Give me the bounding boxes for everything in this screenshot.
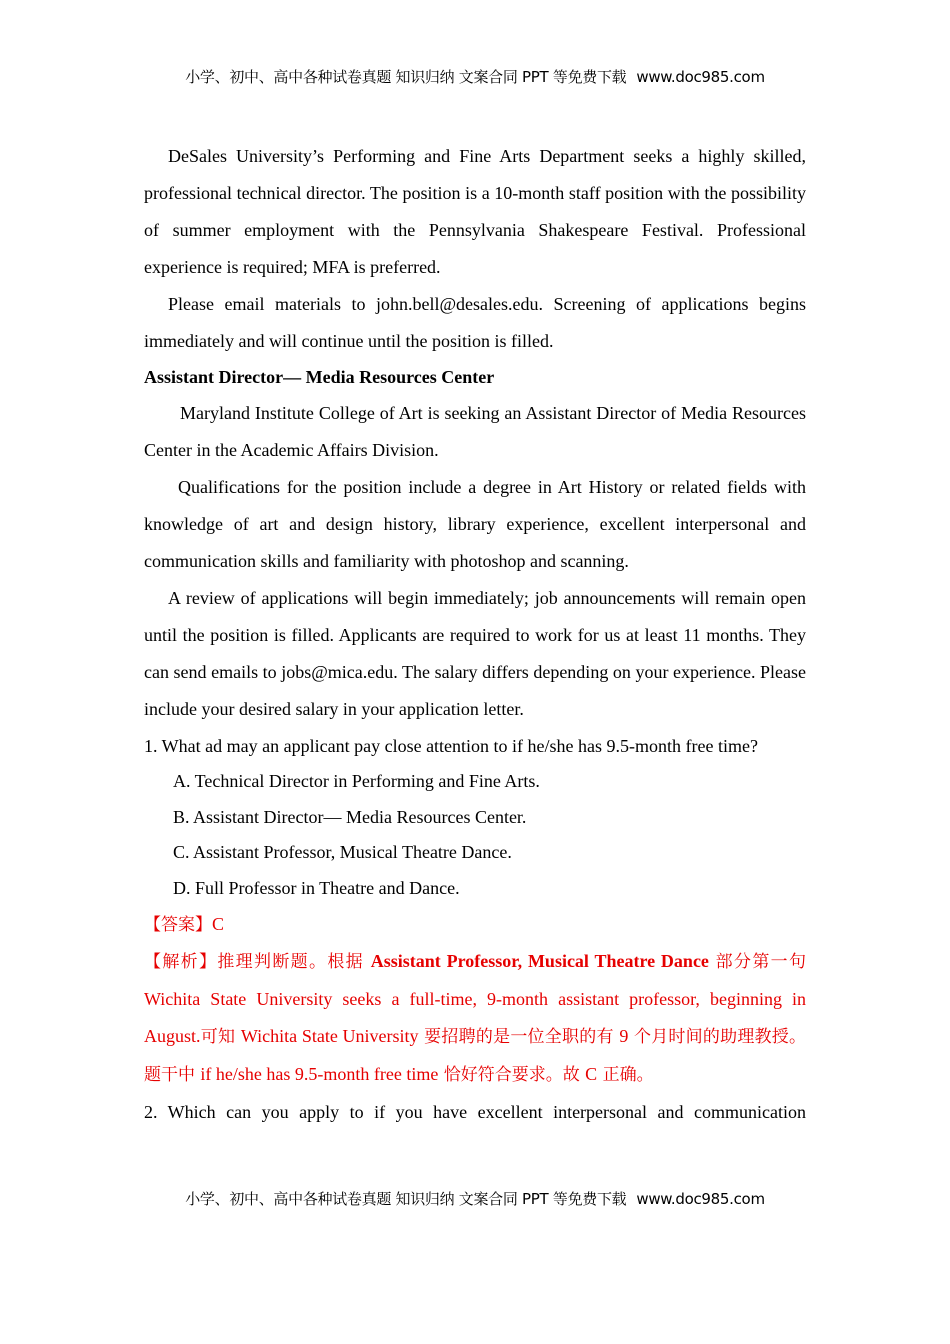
passage-paragraph-1: DeSales University’s Performing and Fine Arts Department seeks a highly skilled, professional technical director. The position is a 10-month staff position with the possibility of summer employment with the Pennsylvania Shakespeare Festival. Professional experience is required; MFA is preferred. — [144, 146, 806, 277]
footer-banner — [0, 1188, 950, 1209]
ad-heading-assistant-director: Assistant Director— Media Resources Center — [144, 367, 495, 387]
question-1-answer — [144, 906, 806, 943]
analysis-label: 【解析】 — [144, 952, 218, 972]
passage-paragraph-5: A review of applications will begin immediately; job announcements will remain open until the position is filled. Applicants are required to work for us at least 11 months. They can send emails to jobs@mica.edu. The salary differs depending on your experience. Please include your desired salary in your application letter. — [144, 588, 806, 719]
analysis-quote: Wichita State University seeks a full-time, 9-month assistant professor, beginning in August. — [144, 989, 806, 1046]
analysis-text: 部分第一句 — [708, 952, 806, 972]
question-1-option-d: D. Full Professor in Theatre and Dance. — [173, 877, 460, 898]
analysis-quote: if he/she has 9.5-month free time — [200, 1064, 439, 1084]
question-1-option-c: C. Assistant Professor, Musical Theatre Dance. — [173, 842, 512, 862]
answer-value: C — [212, 914, 225, 934]
header-banner-text: 小学、初中、高中各种试卷真题 知识归纳 文案合同 PPT 等免费下载 — [185, 68, 627, 86]
question-1-analysis — [144, 943, 806, 1094]
passage-paragraph-2: Please email materials to john.bell@desales.edu. Screening of applications begins immediately and will continue until the position is filled. — [144, 294, 806, 351]
header-banner-url[interactable]: www.doc985.com — [636, 68, 765, 86]
passage-paragraph-3: Maryland Institute College of Art is seeking an Assistant Director of Media Resources Center in the Academic Affairs Division. — [144, 403, 806, 460]
analysis-text: 要招聘的是一位全职的有 — [418, 1027, 620, 1047]
document-body — [144, 138, 806, 1131]
question-1-stem: 1. What ad may an applicant pay close attention to if he/she has 9.5-month free time? — [144, 736, 758, 756]
question-1-option-a: A. Technical Director in Performing and Fine Arts. — [173, 771, 540, 791]
analysis-text: 正确。 — [597, 1065, 654, 1085]
analysis-text: 可知 — [200, 1027, 241, 1047]
analysis-letter: C — [585, 1064, 598, 1084]
question-1-option-b: B. Assistant Director— Media Resources Center. — [173, 806, 527, 827]
analysis-quote: Wichita State University — [240, 1026, 419, 1046]
analysis-bold-ref: Assistant Professor, Musical Theatre Dance — [370, 951, 709, 971]
header-banner — [0, 66, 950, 87]
analysis-text: 推理判断题。根据 — [217, 952, 371, 972]
question-2-stem: 2. Which can you apply to if you have excellent interpersonal and communication — [144, 1102, 806, 1122]
footer-banner-url[interactable]: www.doc985.com — [636, 1190, 765, 1208]
footer-banner-text: 小学、初中、高中各种试卷真题 知识归纳 文案合同 PPT 等免费下载 — [185, 1190, 627, 1208]
answer-label: 【答案】 — [144, 915, 212, 935]
analysis-text: 个月时间的助理教授。题干中 — [144, 1027, 807, 1085]
analysis-number: 9 — [619, 1026, 629, 1046]
passage-paragraph-4: Qualifications for the position include a degree in Art History or related fields with knowledge of art and design history, library experience, excellent interpersonal and communication skills and familiarity with photoshop and scanning. — [144, 477, 806, 571]
analysis-text: 恰好符合要求。故 — [438, 1065, 586, 1085]
